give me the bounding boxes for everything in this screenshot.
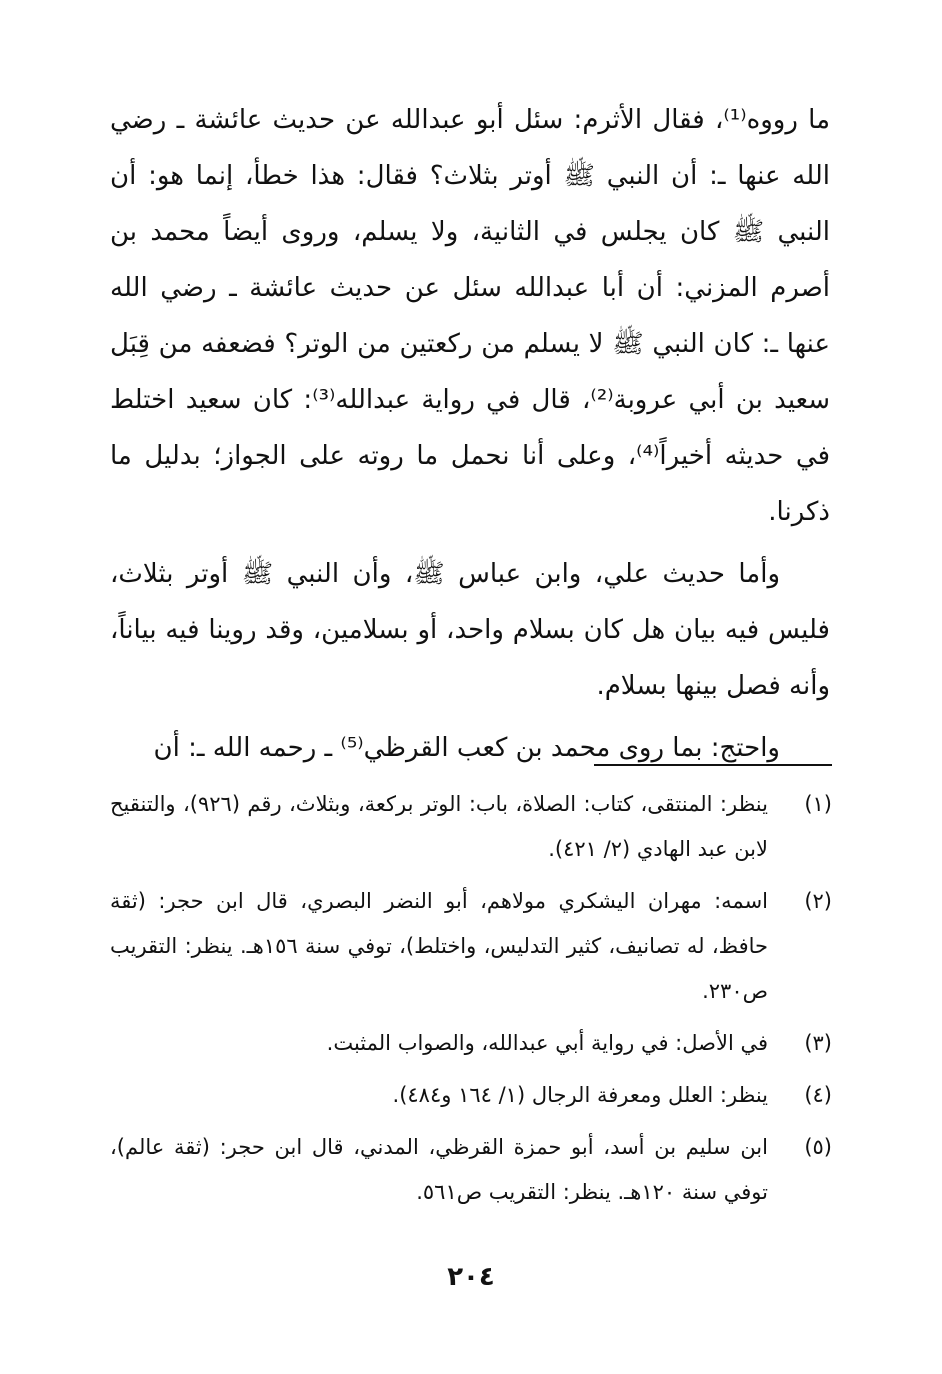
text-line: نحمل ما روته على الجواز؛ بدليل ما ذكرنا. bbox=[110, 441, 830, 527]
text-line: عنها ـ: أن النبي ﷺ أوتر بثلاث؟ فقال: هذا خطأ، إنما هو: أن النبي ﷺ bbox=[110, 161, 830, 247]
footnote-4 bbox=[110, 1073, 832, 1118]
footnote-number: (٢) bbox=[804, 889, 832, 913]
paragraph-2 bbox=[110, 546, 830, 714]
footnotes bbox=[110, 782, 832, 1222]
footnote-number: (٥) bbox=[804, 1135, 832, 1159]
footnote-text: ينظر: العلل ومعرفة الرجال (١/ ١٦٤ و٤٨٤). bbox=[392, 1083, 768, 1107]
paragraph-3 bbox=[110, 720, 830, 776]
text-line: فليس فيه بيان هل كان بسلام واحد، أو بسلامين، وقد روينا فيه بياناً، bbox=[110, 615, 830, 645]
text-line: قال في رواية عبدالله⁽³⁾: كان سعيد اختلط في حديثه أخيراً⁽⁴⁾، وعلى أنا bbox=[110, 385, 830, 471]
footnote-number: (٣) bbox=[804, 1031, 832, 1055]
text-line: كان يجلس في الثانية، ولا يسلم، وروى أيضاً محمد بن أصرم المزني: bbox=[110, 217, 831, 303]
footnote-text: ابن سليم بن أسد، أبو حمزة القرظي، المدني، قال ابن حجر: (ثقة عالم)، توفي سنة ١٢٠هـ. ينظر: التقريب ص٥٦١. bbox=[110, 1135, 768, 1204]
page-number: ٢٠٤ bbox=[447, 1262, 495, 1292]
text-line: أن أبا عبدالله سئل عن حديث عائشة ـ رضي الله عنها ـ: كان النبي ﷺ bbox=[110, 273, 831, 359]
footnote-text: اسمه: مهران اليشكري مولاهم، أبو النضر البصري، قال ابن حجر: (ثقة حافظ، له تصانيف، كثير التدليس، واختلط)، توفي سنة ١٥٦هـ. ينظر: التقريب ص٢٣٠. bbox=[110, 889, 768, 1003]
footnote-5 bbox=[110, 1125, 832, 1215]
text-line: وأنه فصل بينها بسلام. bbox=[596, 671, 830, 701]
footnote-number: (٤) bbox=[804, 1083, 832, 1107]
footnote-1 bbox=[110, 782, 832, 872]
main-text bbox=[110, 92, 830, 776]
paragraph-1 bbox=[110, 92, 830, 540]
footnote-2 bbox=[110, 879, 832, 1014]
footnote-3 bbox=[110, 1021, 832, 1066]
footnote-number: (١) bbox=[804, 792, 832, 816]
footnote-text: في الأصل: في رواية أبي عبدالله، والصواب المثبت. bbox=[326, 1031, 768, 1055]
text-line: واحتج: بما روى محمد بن كعب القرظي⁽⁵⁾ ـ رحمه الله ـ: أن bbox=[153, 733, 780, 763]
footnote-text: ينظر: المنتقى، كتاب: الصلاة، باب: الوتر بركعة، وبثلاث، رقم (٩٢٦)، والتنقيح لابن عبد الهادي (٢/ ٤٢١). bbox=[110, 792, 768, 861]
text-line: وأما حديث علي، وابن عباس ﷺ، وأن النبي ﷺ أوتر بثلاث، bbox=[110, 559, 780, 589]
text-line: لا يسلم من ركعتين من الوتر؟ فضعفه من قِبَل سعيد بن أبي عروبة⁽²⁾، bbox=[110, 329, 830, 415]
text-line: ما رووه⁽¹⁾، فقال الأثرم: سئل أبو عبدالله عن حديث عائشة ـ رضي الله bbox=[110, 105, 830, 191]
footnote-separator bbox=[594, 764, 832, 766]
